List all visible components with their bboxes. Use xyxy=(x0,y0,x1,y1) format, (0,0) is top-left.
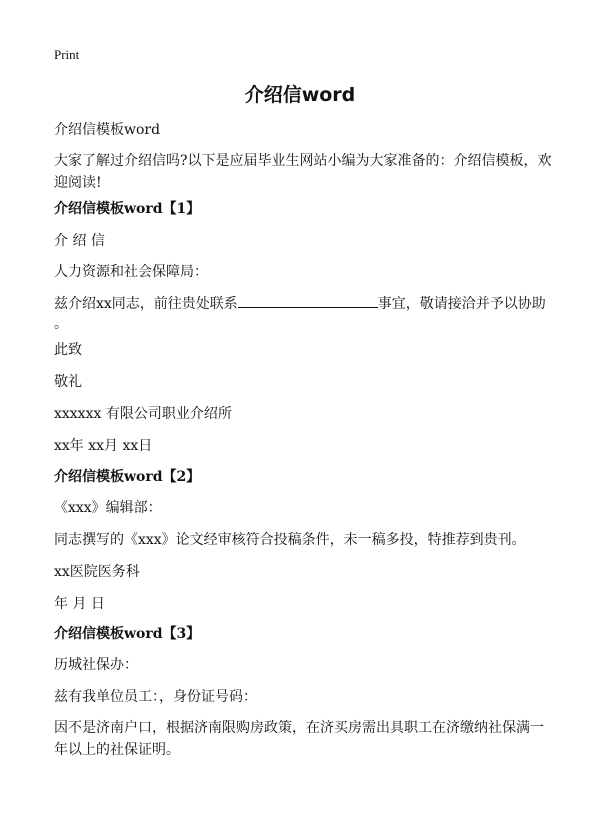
section-3-employee-line: 兹有我单位员工：，身份证号码： xyxy=(54,689,257,705)
section-3-body: 因不是济南户口，根据济南限购房政策，在济买房需出具职工在济缴纳社保满一年以上的社保证明。 xyxy=(54,720,544,758)
fill-in-blank xyxy=(238,293,378,308)
section-3-recipient: 历城社保办： xyxy=(54,657,138,673)
intro-paragraph: 大家了解过介绍信吗?以下是应届毕业生网站小编为大家准备的：介绍信模板，欢迎阅读! xyxy=(54,153,552,191)
section-1-body xyxy=(54,293,554,315)
section-1-signature: xxxxxx 有限公司职业介绍所 xyxy=(54,406,232,422)
section-1-recipient: 人力资源和社会保障局： xyxy=(54,264,208,280)
section-2-body: 同志撰写的《xxx》论文经审核符合投稿条件，未一稿多投，特推荐到贵刊。 xyxy=(54,532,526,548)
section-1-date: xx年 xx月 xx日 xyxy=(54,438,153,454)
section-2-date: 年 月 日 xyxy=(54,596,105,612)
section-2-signature: xx医院医务科 xyxy=(54,564,140,580)
section-3-heading: 介绍信模板word【3】 xyxy=(54,626,201,642)
section-1-closing: 此致 xyxy=(54,342,82,358)
document-subtitle: 介绍信模板word xyxy=(54,122,161,138)
print-label: Print xyxy=(54,47,80,62)
section-1-period: 。 xyxy=(54,316,68,332)
section-2-recipient: 《xxx》编辑部： xyxy=(54,500,162,516)
section-1-salutation: 敬礼 xyxy=(54,374,82,390)
section-1-body-part2: 事宜，敬请接洽并予以协助 xyxy=(377,296,546,312)
section-1-letter-title: 介 绍 信 xyxy=(54,233,105,249)
section-1-heading: 介绍信模板word【1】 xyxy=(54,201,201,217)
document-title: 介绍信word xyxy=(244,84,356,106)
section-1-body-part1: 兹介绍xx同志，前往贵处联系 xyxy=(54,296,238,312)
section-2-heading: 介绍信模板word【2】 xyxy=(54,469,201,485)
